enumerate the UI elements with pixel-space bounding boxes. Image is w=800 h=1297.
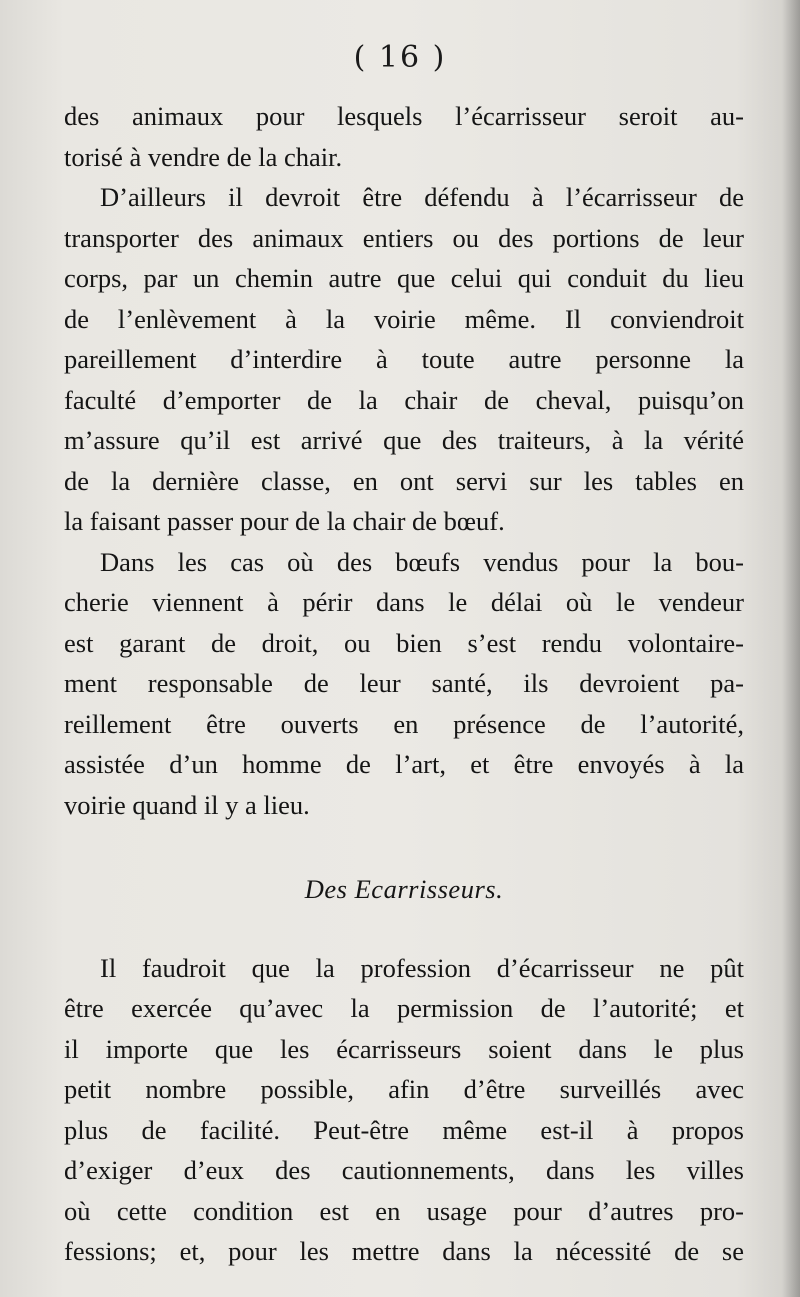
text-line: assistée d’un homme de l’art, et être envoyés à la	[64, 749, 744, 779]
text-line: des animaux pour lesquels l’écarrisseur seroit au-	[64, 101, 744, 131]
page-body	[64, 96, 744, 1272]
text-line: transporter des animaux entiers ou des portions de leur	[64, 222, 744, 253]
text-line: voirie quand il y a lieu.	[64, 789, 310, 820]
text-line: où cette condition est en usage pour d’autres pro-	[64, 1195, 744, 1226]
text-line: D’ailleurs il devroit être défendu à l’écarrisseur de	[100, 182, 744, 212]
paragraph	[64, 177, 744, 542]
text-line: d’exiger d’eux des cautionnements, dans les villes	[64, 1155, 744, 1185]
text-line: plus de facilité. Peut-être même est-il à propos	[64, 1114, 744, 1145]
page-edge-shadow	[782, 0, 800, 1297]
text-line: ment responsable de leur santé, ils devroient pa-	[64, 668, 744, 698]
text-line: pareillement d’interdire à toute autre personne la	[64, 344, 744, 374]
text-line: cherie viennent à périr dans le délai où le vendeur	[64, 587, 744, 617]
paragraph	[64, 542, 744, 826]
text-line: reillement être ouverts en présence de l’autorité,	[64, 708, 744, 739]
text-line: torisé à vendre de la chair.	[64, 141, 343, 172]
page-number: ( 16 )	[353, 40, 447, 75]
paragraph-continuation	[64, 96, 744, 177]
text-line: de la dernière classe, en ont servi sur les tables en	[64, 465, 744, 496]
paragraph	[64, 948, 744, 1272]
section-heading: Des Ecarrisseurs.	[304, 874, 504, 904]
text-line: est garant de droit, ou bien s’est rendu volontaire-	[64, 627, 744, 658]
text-line: corps, par un chemin autre que celui qui conduit du lieu	[64, 263, 744, 293]
text-line: fessions; et, pour les mettre dans la nécessité de se	[64, 1236, 744, 1266]
text-line: il importe que les écarrisseurs soient dans le plus	[64, 1033, 744, 1064]
text-line: la faisant passer pour de la chair de bœuf.	[64, 506, 505, 536]
text-line: faculté d’emporter de la chair de cheval, puisqu’on	[64, 384, 744, 415]
text-line: Dans les cas où des bœufs vendus pour la bou-	[100, 546, 744, 577]
text-line: petit nombre possible, afin d’être surveillés avec	[64, 1074, 744, 1104]
text-line: m’assure qu’il est arrivé que des traiteurs, à la vérité	[64, 425, 744, 455]
text-line: Il faudroit que la profession d’écarrisseur ne pût	[100, 952, 744, 983]
text-line: être exercée qu’avec la permission de l’autorité; et	[64, 993, 744, 1023]
text-line: de l’enlèvement à la voirie même. Il conviendroit	[64, 303, 744, 334]
